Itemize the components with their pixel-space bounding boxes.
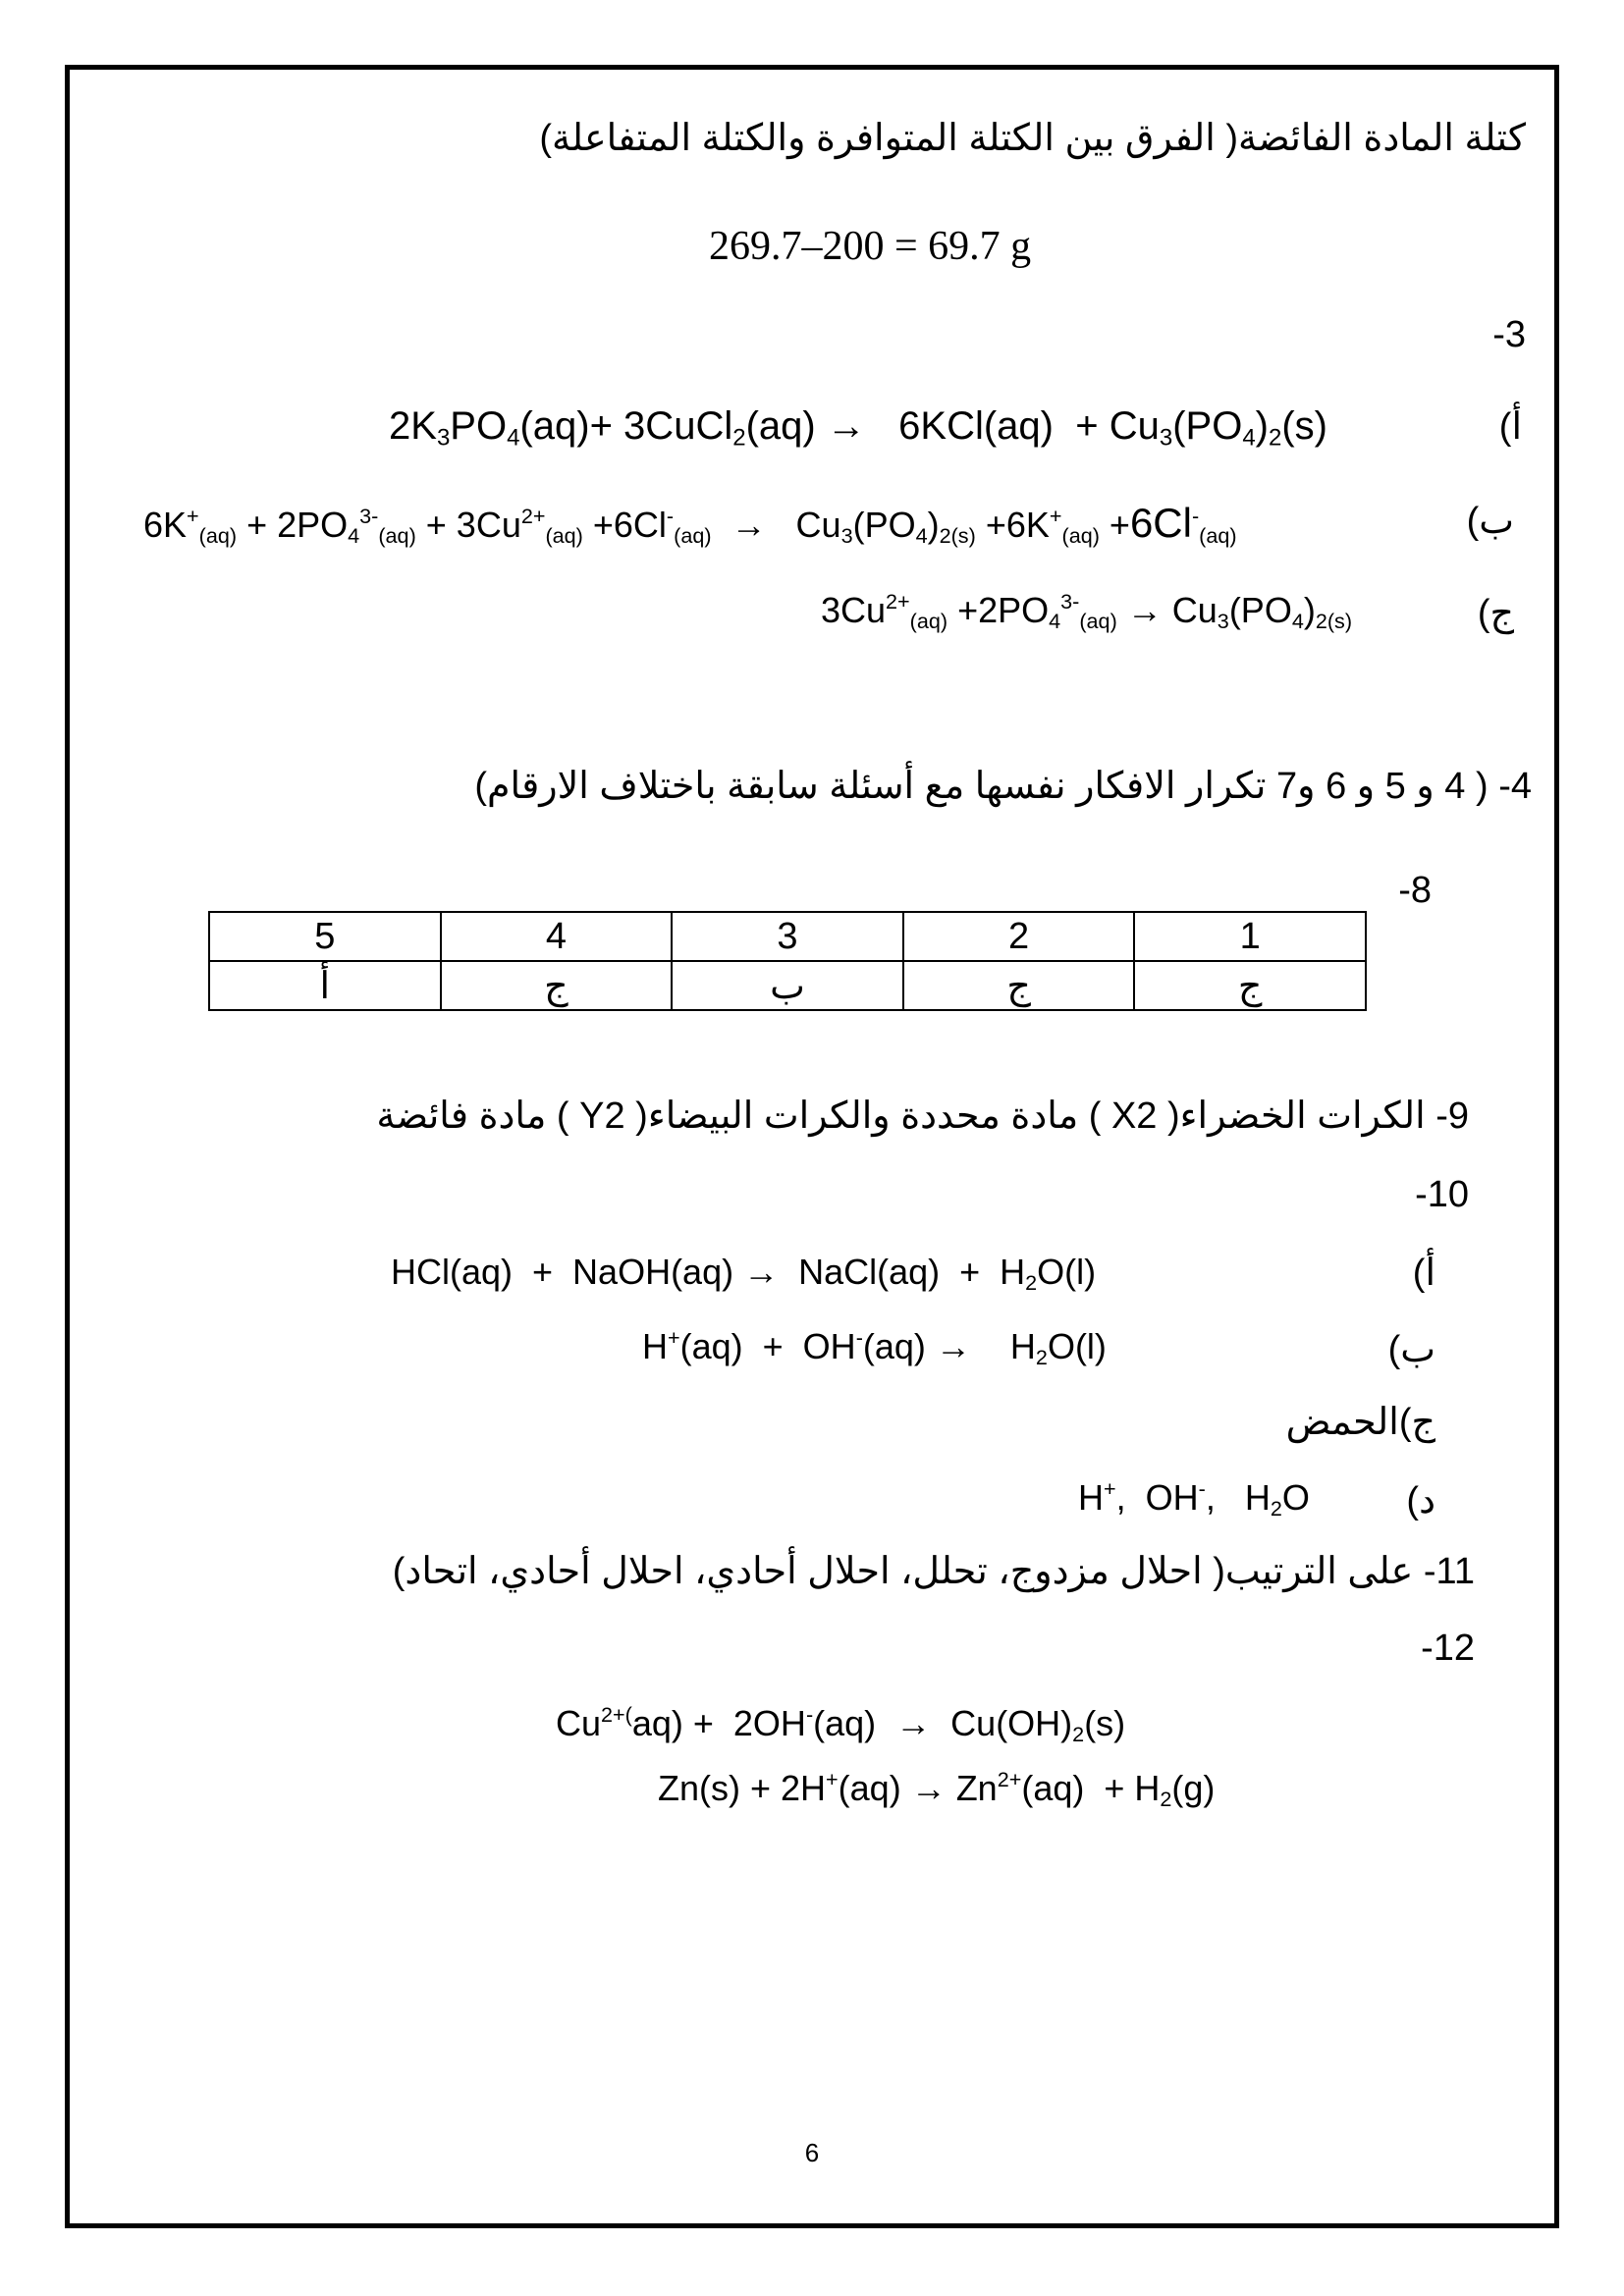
q3a-equation: $2K_3PO_4(aq)+$ 3CuCl$_2$(aq) → $6KCl(aq) + Cu_3(PO_4)_2(s)$ — [389, 404, 1327, 452]
table-cell: 1 — [1134, 912, 1366, 961]
q10d-label: (د — [1406, 1480, 1435, 1522]
excess-mass-calculation: 269.7–200 = 69.7 g — [709, 224, 1032, 269]
page-border — [65, 65, 1559, 2228]
q3c-equation: $3Cu^{2+}_{(aq)} +2PO_4^{3-}_{(aq)} \to Cu_3(PO_4)_{2(s)}$ — [821, 588, 1353, 634]
table-cell: 4 — [441, 912, 673, 961]
q10-number: -10 — [1415, 1174, 1469, 1215]
page-number: 6 — [804, 2138, 820, 2167]
table-cell: ج — [441, 961, 673, 1010]
q3c-label: (ج — [1477, 593, 1514, 634]
q3a-label: (أ — [1498, 406, 1522, 448]
q10b-equation: H+(aq) + OH-(aq) → $H_2O(l)$ — [642, 1324, 1107, 1370]
q10a-label: (أ — [1412, 1253, 1435, 1294]
table-cell: 5 — [209, 912, 441, 961]
q3-number: -3 — [1492, 314, 1526, 355]
q10b-label: (ب — [1387, 1329, 1435, 1370]
q12-equation-1: $Cu^{2+(}aq) + 2OH^-(aq) \to Cu(OH)_2(s)$ — [556, 1701, 1126, 1747]
q11-line: 11- على الترتيب( احلال مزدوج، تحلل، احلال أحادي، احلال أحادي، اتحاد) — [392, 1551, 1475, 1592]
table-cell: ج — [1134, 961, 1366, 1010]
table-cell: 2 — [903, 912, 1135, 961]
table-cell: ب — [672, 961, 903, 1010]
q3b-equation: $6K^+_{(aq)} + 2PO_4^{3-}_{(aq)} + 3Cu^{2+}_{(aq)} +6Cl^-_{(aq)} \to Cu_3(PO_4)_{2(s)} +6K^+_{(aq)} +6Cl^-_{(aq)}$ — [143, 500, 1237, 549]
q8-number: -8 — [1398, 870, 1432, 911]
q9-line: 9- الكرات الخضراء( X2 ) مادة محددة والكرات البيضاء( Y2 ) مادة فائضة — [376, 1095, 1469, 1137]
table-cell: ج — [903, 961, 1135, 1010]
q10d-species: H+, OH-, $H_2O$ — [1078, 1475, 1310, 1522]
q12-equation-2: $Zn(s) + 2H^+(aq) \to Zn^{2+}(aq) + H_2(g)$ — [658, 1766, 1216, 1812]
table-row — [209, 961, 1366, 1010]
q12-number: -12 — [1421, 1628, 1475, 1669]
q4-line: 4- ( 4 و 5 و 6 و7 تكرار الافكار نفسها مع أسئلة سابقة باختلاف الارقام) — [474, 766, 1532, 807]
q10c-line: ج)الحمض — [1285, 1402, 1435, 1443]
excess-mass-heading: كتلة المادة الفائضة( الفرق بين الكتلة المتوافرة والكتلة المتفاعلة) — [539, 118, 1526, 159]
q8-answer-table — [208, 911, 1367, 1011]
table-cell: أ — [209, 961, 441, 1010]
table-header-row — [209, 912, 1366, 961]
q3b-label: (ب — [1466, 501, 1514, 542]
q10a-equation: HCl(aq) + NaOH(aq) → NaCl(aq) + $H_2O(l)$ — [391, 1252, 1097, 1296]
table-cell: 3 — [672, 912, 903, 961]
